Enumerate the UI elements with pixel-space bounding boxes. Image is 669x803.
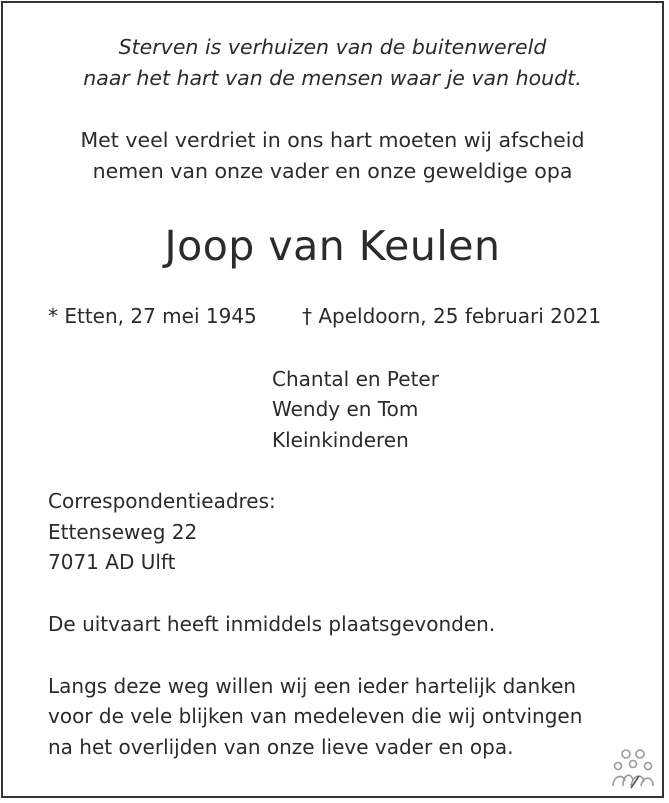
correspondence-street: Ettenseweg 22: [48, 520, 198, 544]
intro-line-2: nemen van onze vader en onze geweldige opa: [92, 159, 573, 183]
correspondence-label: Correspondentieadres:: [48, 489, 276, 513]
thanks-line-2: voor de vele blijken van medeleven die wij ontvingen: [48, 704, 583, 728]
intro-line-1: Met veel verdriet in ons hart moeten wij afscheid: [80, 128, 585, 152]
family-member: Chantal en Peter: [272, 367, 439, 391]
correspondence-city: 7071 AD Ulft: [48, 550, 176, 574]
funeral-note: De uitvaart heeft inmiddels plaatsgevonden.: [48, 612, 496, 636]
thanks-line-3: na het overlijden van onze lieve vader en opa.: [48, 735, 514, 759]
people-group-icon: [609, 746, 655, 790]
family-member: Wendy en Tom: [272, 397, 419, 421]
family-member: Kleinkinderen: [272, 428, 409, 452]
quote-line-1: Sterven is verhuizen van de buitenwereld: [118, 35, 547, 59]
birth-date: * Etten, 27 mei 1945: [48, 304, 257, 328]
thanks-line-1: Langs deze weg willen wij een ieder hartelijk danken: [48, 674, 577, 698]
quote-line-2: naar het hart van de mensen waar je van houdt.: [83, 66, 582, 90]
deceased-name: Joop van Keulen: [164, 222, 501, 270]
death-date: † Apeldoorn, 25 februari 2021: [302, 304, 602, 328]
